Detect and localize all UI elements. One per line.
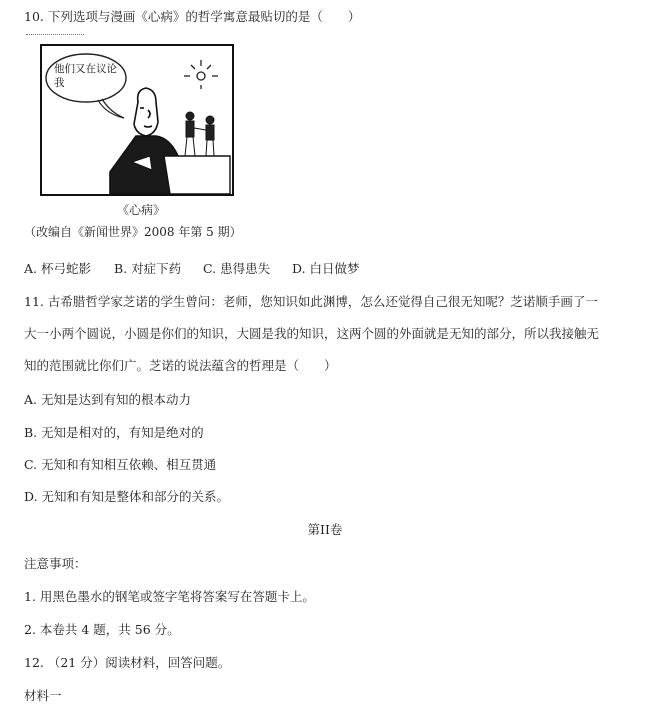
question-11-stem-line-1: 11. 古希腊哲学家芝诺的学生曾问：老师，您知识如此渊博，怎么还觉得自己很无知呢？芝诺顺手画了一 (24, 294, 598, 309)
q10-option-b: B. 对症下药 (114, 261, 182, 276)
section-title: 第II卷 (307, 522, 343, 537)
question-10-stem: 10. 下列选项与漫画《心病》的哲学寓意最贴切的是（ ） (24, 9, 361, 24)
material-label: 材料一 (24, 688, 62, 703)
q11-option-b: B. 无知是相对的，有知是绝对的 (24, 425, 204, 440)
notice-heading: 注意事项： (24, 556, 87, 571)
question-11-stem-line-2: 大一小两个圆说，小圆是你们的知识，大圆是我的知识，这两个圆的外面就是无知的部分，所以我接触无 (24, 326, 600, 341)
cartoon-image (40, 44, 234, 196)
q10-option-c: C. 患得患失 (203, 261, 271, 276)
q11-option-c: C. 无知和有知相互依赖、相互贯通 (24, 457, 217, 472)
q11-option-a: A. 无知是达到有知的根本动力 (24, 392, 191, 407)
question-11-stem-line-3: 知的范围就比你们广。芝诺的说法蕴含的哲理是（ ） (24, 358, 337, 373)
notice-item-1: 1. 用黑色墨水的钢笔或签字笔将答案写在答题卡上。 (24, 589, 315, 604)
cartoon-caption-title: 《心病》 (117, 203, 166, 217)
cartoon-caption-source: （改编自《新闻世界》2008 年第 5 期） (24, 225, 242, 239)
speech-text: 他们又在议论我 (54, 63, 117, 89)
cropped-text-fragment (26, 34, 84, 38)
q10-option-a: A. 杯弓蛇影 (24, 261, 91, 276)
notice-item-2: 2. 本卷共 4 题，共 56 分。 (24, 622, 180, 637)
q11-option-d: D. 无知和有知是整体和部分的关系。 (24, 489, 230, 504)
q10-option-d: D. 白日做梦 (292, 261, 360, 276)
question-12-stem: 12. （21 分）阅读材料，回答问题。 (24, 655, 231, 670)
